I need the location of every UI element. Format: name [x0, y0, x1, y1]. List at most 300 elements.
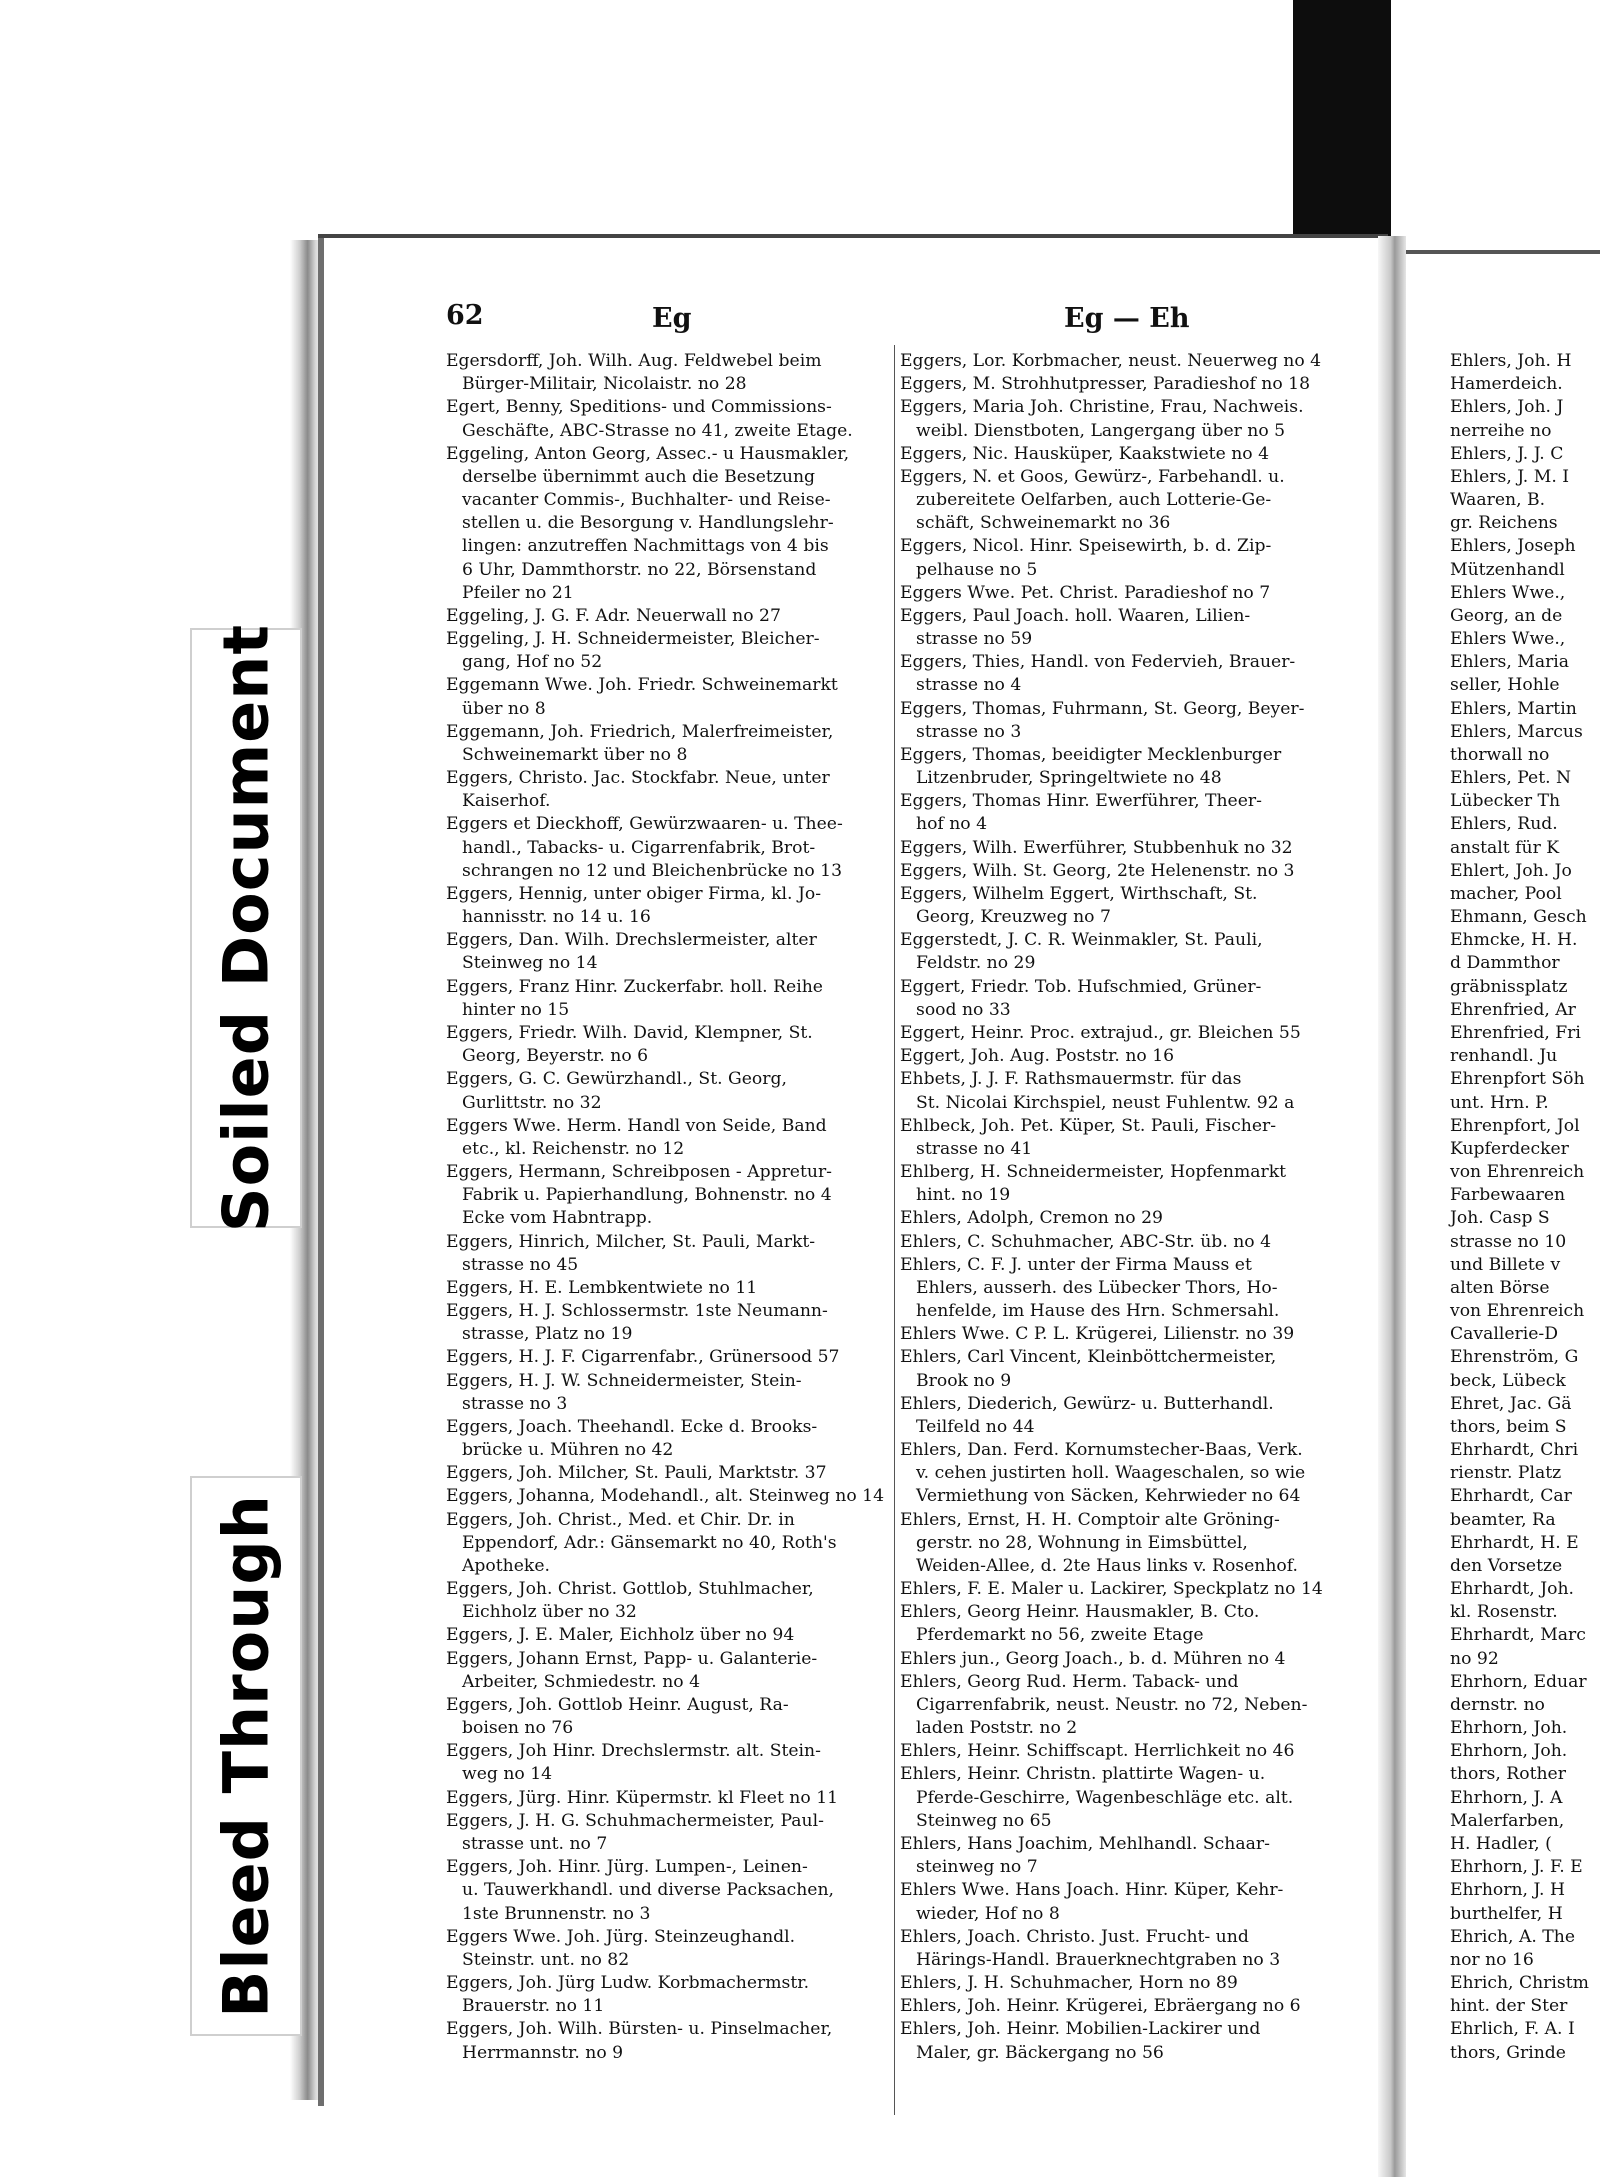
entry-line: gerstr. no 28, Wohnung in Eimsbüttel, — [916, 1532, 1248, 1553]
entry-line: stellen u. die Besorgung v. Handlungslehr- — [462, 513, 834, 534]
partial-entry-line: Ehmann, Gesch — [1450, 907, 1587, 928]
partial-entry-line: Ehrenpfort Söh — [1450, 1069, 1585, 1090]
entry-line: hinter no 15 — [462, 999, 570, 1020]
entry-line: Ehlers, Heinr. Schiffscapt. Herrlichkeit no 46 — [900, 1741, 1295, 1762]
partial-entry-line: Cavallerie-D — [1450, 1324, 1558, 1345]
entry-line: Ehlers, C. F. J. unter der Firma Mauss et — [900, 1254, 1252, 1275]
partial-entry-line: Ehlers Wwe., — [1450, 629, 1566, 650]
partial-entry-line: Georg, an de — [1450, 605, 1563, 626]
partial-entry-line: Hamerdeich. — [1450, 374, 1563, 395]
entry-line: Ehlers, ausserh. des Lübecker Thors, Ho- — [916, 1277, 1278, 1298]
partial-entry-line: den Vorsetze — [1450, 1555, 1563, 1576]
entry-line: strasse no 3 — [916, 721, 1022, 742]
directory-entry — [446, 1787, 892, 1810]
directory-entry — [900, 1578, 1338, 1601]
entry-line: Ehlers Wwe. C P. L. Krügerei, Lilienstr. no 39 — [900, 1324, 1295, 1345]
partial-entry-line: Ehrich, Christm — [1450, 1973, 1589, 1994]
entry-line: Vermiethung von Säcken, Kehrwieder no 64 — [916, 1486, 1301, 1507]
partial-entry-line: und Billete v — [1450, 1254, 1561, 1275]
entry-line: Eggers, Nic. Hausküper, Kaakstwiete no 4 — [900, 443, 1270, 464]
partial-entry-line: Farbewaaren — [1450, 1185, 1566, 1206]
directory-entry — [900, 1648, 1338, 1671]
directory-entry — [446, 605, 892, 628]
partial-entry-line: Ehrhorn, J. F. E — [1450, 1857, 1583, 1878]
partial-entry-line: gräbnissplatz — [1450, 976, 1568, 997]
directory-entry — [900, 1926, 1338, 1972]
partial-entry-line: Ehrhardt, Marc — [1450, 1625, 1586, 1646]
entry-line: Egert, Benny, Speditions- und Commissions- — [446, 397, 832, 418]
directory-entry — [446, 1740, 892, 1786]
entry-line: Schweinemarkt über no 8 — [462, 744, 688, 765]
entry-line: Ehlers, J. H. Schuhmacher, Horn no 89 — [900, 1973, 1238, 1994]
entry-line: Eggers, Joh. Christ. Gottlob, Stuhlmacher, — [446, 1579, 814, 1600]
entry-line: Eggers Wwe. Pet. Christ. Paradieshof no 7 — [900, 582, 1271, 603]
entry-line: St. Nicolai Kirchspiel, neust Fuhlentw. 92 a — [916, 1092, 1295, 1113]
directory-entry — [900, 535, 1338, 581]
entry-line: Ecke vom Habntrapp. — [462, 1208, 653, 1229]
entry-line: Arbeiter, Schmiedestr. no 4 — [462, 1671, 701, 1692]
partial-entry-line: Joh. Casp S — [1450, 1208, 1550, 1229]
directory-entry — [446, 396, 892, 442]
directory-entry — [446, 2018, 892, 2064]
entry-line: schrangen no 12 und Bleichenbrücke no 13 — [462, 860, 843, 881]
directory-entry — [900, 1254, 1338, 1324]
entry-line: Cigarrenfabrik, neust. Neustr. no 72, Neben- — [916, 1694, 1308, 1715]
entry-line: Eggemann, Joh. Friedrich, Malerfreimeister, — [446, 721, 834, 742]
directory-entry — [446, 1648, 892, 1694]
entry-line: Eggers, Thies, Handl. von Federvieh, Brauer- — [900, 652, 1296, 673]
book-gutter — [1378, 236, 1406, 2177]
directory-entry — [900, 1601, 1338, 1647]
entry-line: Ehlberg, H. Schneidermeister, Hopfenmarkt — [900, 1162, 1287, 1183]
partial-entry-line: Ehmcke, H. H. — [1450, 930, 1578, 951]
partial-entry-line: renhandl. Ju — [1450, 1046, 1558, 1067]
partial-entry-line: von Ehrenreich — [1450, 1301, 1585, 1322]
entry-line: Eggers, H. J. Schlossermstr. 1ste Neumann- — [446, 1301, 828, 1322]
partial-entry-line: Ehrhorn, Joh. — [1450, 1741, 1568, 1762]
page-top-edge — [318, 234, 1388, 238]
partial-entry-line: rienstr. Platz — [1450, 1463, 1562, 1484]
entry-line: Pferdemarkt no 56, zweite Etage — [916, 1625, 1204, 1646]
partial-entry-line: Ehlers, Maria — [1450, 652, 1570, 673]
entry-line: vacanter Commis-, Buchhalter- und Reise- — [462, 490, 831, 511]
directory-entry — [446, 721, 892, 767]
entry-line: zubereitete Oelfarben, auch Lotterie-Ge- — [916, 490, 1272, 511]
directory-entry — [900, 443, 1338, 466]
entry-line: Eggers, Thomas, Fuhrmann, St. Georg, Beyer- — [900, 698, 1305, 719]
directory-entry — [900, 1879, 1338, 1925]
directory-entry — [900, 350, 1338, 373]
partial-entry-line: Ehlert, Joh. Jo — [1450, 860, 1572, 881]
entry-line: Eggers et Dieckhoff, Gewürzwaaren- u. Thee- — [446, 814, 843, 835]
entry-line: Eggers, Hinrich, Milcher, St. Pauli, Markt- — [446, 1231, 816, 1252]
entry-line: 6 Uhr, Dammthorstr. no 22, Börsenstand — [462, 559, 817, 580]
entry-line: Eggers, N. et Goos, Gewürz-, Farbehandl. u. — [900, 466, 1285, 487]
partial-entry-line: hint. der Ster — [1450, 1996, 1568, 2017]
column-divider — [894, 345, 895, 2115]
directory-entry — [900, 1995, 1338, 2018]
directory-entry — [446, 443, 892, 605]
directory-entry — [900, 1439, 1338, 1509]
entry-line: Ehlbeck, Joh. Pet. Küper, St. Pauli, Fischer- — [900, 1115, 1277, 1136]
entry-line: Eggemann Wwe. Joh. Friedr. Schweinemarkt — [446, 675, 838, 696]
directory-entry — [900, 790, 1338, 836]
directory-entry — [446, 1972, 892, 2018]
entry-line: Ehbets, J. J. F. Rathsmauermstr. für das — [900, 1069, 1242, 1090]
entry-line: hint. no 19 — [916, 1185, 1011, 1206]
entry-line: Apotheke. — [462, 1555, 550, 1576]
entry-line: hannisstr. no 14 u. 16 — [462, 907, 651, 928]
partial-entry-line: Ehlers, Joh. H — [1450, 351, 1572, 371]
entry-line: Georg, Beyerstr. no 6 — [462, 1046, 649, 1067]
partial-entry-line: strasse no 10 — [1450, 1231, 1567, 1252]
scan-black-bar — [1293, 0, 1391, 238]
partial-entry-line: beamter, Ra — [1450, 1509, 1556, 1530]
entry-line: Eggers, Maria Joh. Christine, Frau, Nachweis. — [900, 397, 1304, 418]
entry-line: Eggers, Joh Hinr. Drechslermstr. alt. Stein- — [446, 1741, 821, 1762]
entry-line: Eggers, Friedr. Wilh. David, Klempner, St. — [446, 1022, 813, 1043]
entry-line: Eggers, Joh. Milcher, St. Pauli, Marktstr. 37 — [446, 1463, 827, 1484]
entry-line: Egersdorff, Joh. Wilh. Aug. Feldwebel beim — [446, 351, 822, 371]
partial-entry-line: Ehlers, Pet. N — [1450, 768, 1572, 789]
directory-entry — [900, 1323, 1338, 1346]
entry-line: Ehlers, Carl Vincent, Kleinböttchermeister, — [900, 1347, 1277, 1368]
partial-entry-line: Ehrhorn, J. H — [1450, 1880, 1565, 1901]
partial-entry-line: von Ehrenreich — [1450, 1162, 1585, 1183]
entry-line: Ehlers, Joh. Heinr. Krügerei, Ebräergang no 6 — [900, 1996, 1301, 2017]
directory-entry — [900, 1671, 1338, 1741]
entry-line: lingen: anzutreffen Nachmittags von 4 bis — [462, 536, 829, 557]
entry-line: Eggers, H. J. W. Schneidermeister, Stein- — [446, 1370, 802, 1391]
directory-entry — [900, 466, 1338, 536]
entry-line: schäft, Schweinemarkt no 36 — [916, 513, 1171, 534]
entry-line: weibl. Dienstboten, Langergang über no 5 — [916, 420, 1286, 441]
entry-line: Eggerstedt, J. C. R. Weinmakler, St. Pauli, — [900, 930, 1263, 951]
middle-column — [900, 350, 1338, 2065]
partial-entry-line: nor no 16 — [1450, 1949, 1534, 1970]
entry-line: Bürger-Militair, Nicolaistr. no 28 — [462, 374, 747, 395]
entry-line: brücke u. Mühren no 42 — [462, 1440, 674, 1461]
entry-line: sood no 33 — [916, 999, 1011, 1020]
partial-entry-line: d Dammthor — [1450, 953, 1560, 974]
partial-entry-line: Waaren, B. — [1450, 490, 1546, 511]
page-edge-line — [318, 236, 324, 2106]
entry-line: Eggers, M. Strohhutpresser, Paradieshof no 18 — [900, 374, 1311, 395]
partial-entry-line: Ehrhardt, Joh. — [1450, 1579, 1574, 1600]
partial-entry-line: Ehlers, Joseph — [1450, 536, 1576, 557]
entry-line: Eggers, Johanna, Modehandl., alt. Steinweg no 14 — [446, 1486, 885, 1507]
entry-line: Eppendorf, Adr.: Gänsemarkt no 40, Roth's — [462, 1532, 837, 1553]
entry-line: Eggers, Nicol. Hinr. Speisewirth, b. d. Zip- — [900, 536, 1272, 557]
directory-entry — [446, 1509, 892, 1579]
partial-entry-line: thors, Grinde — [1450, 2042, 1566, 2063]
entry-line: Eggers, Joh. Christ., Med. et Chir. Dr. in — [446, 1509, 795, 1530]
entry-line: Eggers, Lor. Korbmacher, neust. Neuerweg no 4 — [900, 351, 1322, 371]
partial-entry-line: nerreihe no — [1450, 420, 1552, 441]
entry-line: Eggers, Thomas Hinr. Ewerführer, Theer- — [900, 791, 1262, 812]
entry-line: etc., kl. Reichenstr. no 12 — [462, 1138, 685, 1159]
entry-line: Ehlers, Hans Joachim, Mehlhandl. Schaar- — [900, 1834, 1270, 1854]
directory-entry — [900, 1161, 1338, 1207]
entry-line: Ehlers, Diederich, Gewürz- u. Butterhandl. — [900, 1393, 1274, 1414]
directory-entry — [900, 837, 1338, 860]
directory-entry — [900, 1045, 1338, 1068]
partial-entry-line: dernstr. no — [1450, 1694, 1545, 1715]
directory-entry — [900, 1833, 1338, 1879]
entry-line: Eggers, Thomas, beeidigter Mecklenburger — [900, 744, 1282, 765]
entry-line: Kaiserhof. — [462, 791, 551, 812]
directory-entry — [446, 813, 892, 883]
entry-line: Eggeling, J. H. Schneidermeister, Bleicher- — [446, 629, 820, 650]
entry-line: henfelde, im Hause des Hrn. Schmersahl. — [916, 1301, 1280, 1322]
entry-line: u. Tauwerkhandl. und diverse Packsachen, — [462, 1880, 834, 1901]
partial-entry-line: Ehrhorn, J. A — [1450, 1787, 1563, 1808]
partial-entry-line: H. Hadler, ( — [1450, 1834, 1552, 1854]
directory-entry — [446, 1231, 892, 1277]
partial-entry-line: Ehrhardt, Car — [1450, 1486, 1572, 1507]
directory-entry — [900, 883, 1338, 929]
partial-entry-line: Lübecker Th — [1450, 791, 1561, 812]
directory-entry — [446, 1694, 892, 1740]
bleed-through-tab — [190, 1476, 302, 2036]
entry-line: Ehlers, Georg Heinr. Hausmakler, B. Cto. — [900, 1602, 1260, 1623]
next-page-top-edge — [1400, 250, 1600, 254]
entry-line: Litzenbruder, Springeltwiete no 48 — [916, 768, 1222, 789]
directory-entry — [900, 1115, 1338, 1161]
entry-line: Eggers, Wilh. St. Georg, 2te Helenenstr. no 3 — [900, 860, 1295, 881]
directory-entry — [900, 605, 1338, 651]
partial-entry-line: no 92 — [1450, 1648, 1499, 1669]
directory-entry — [900, 582, 1338, 605]
entry-line: Eggers, Joh. Wilh. Bürsten- u. Pinselmacher, — [446, 2019, 833, 2040]
entry-line: Eggers, Christo. Jac. Stockfabr. Neue, unter — [446, 768, 830, 789]
left-column — [446, 350, 892, 2065]
directory-entry — [446, 1485, 892, 1508]
entry-line: strasse no 3 — [462, 1393, 568, 1414]
entry-line: Eggers, Jürg. Hinr. Küpermstr. kl Fleet no 11 — [446, 1787, 839, 1808]
directory-entry — [446, 1115, 892, 1161]
entry-line: Ehlers, Adolph, Cremon no 29 — [900, 1208, 1163, 1229]
partial-entry-line: thors, beim S — [1450, 1416, 1567, 1437]
entry-line: Brauerstr. no 11 — [462, 1996, 605, 2017]
entry-line: Gurlittstr. no 32 — [462, 1092, 602, 1113]
directory-entry — [900, 2018, 1338, 2064]
entry-line: laden Poststr. no 2 — [916, 1718, 1078, 1739]
partial-entry-line: Ehlers, Martin — [1450, 698, 1577, 719]
directory-entry — [900, 396, 1338, 442]
entry-line: Eggert, Joh. Aug. Poststr. no 16 — [900, 1046, 1175, 1067]
partial-entry-line: anstalt für K — [1450, 837, 1560, 858]
entry-line: Steinweg no 14 — [462, 953, 598, 974]
directory-entry — [446, 1300, 892, 1346]
directory-entry — [446, 1161, 892, 1231]
right-column-partial — [1450, 350, 1600, 2065]
entry-line: Ehlers jun., Georg Joach., b. d. Mühren no 4 — [900, 1648, 1286, 1669]
entry-line: strasse no 4 — [916, 675, 1022, 696]
entry-line: Eggeling, Anton Georg, Assec.- u Hausmakler, — [446, 443, 850, 464]
directory-entry — [446, 1856, 892, 1926]
entry-line: Eggers, Dan. Wilh. Drechslermeister, alter — [446, 930, 817, 951]
directory-entry — [900, 1393, 1338, 1439]
entry-line: Eggers, J. H. G. Schuhmachermeister, Paul- — [446, 1810, 824, 1831]
entry-line: Eggers, Johann Ernst, Papp- u. Galanterie- — [446, 1648, 818, 1669]
entry-line: pelhause no 5 — [916, 559, 1038, 580]
entry-line: handl., Tabacks- u. Cigarrenfabrik, Brot- — [462, 837, 816, 858]
directory-entry — [446, 1926, 892, 1972]
partial-entry-line: macher, Pool — [1450, 883, 1562, 904]
partial-entry-line: Ehrenfried, Ar — [1450, 999, 1576, 1020]
directory-entry — [446, 674, 892, 720]
directory-entry — [900, 1740, 1338, 1763]
partial-entry-line: Malerfarben, — [1450, 1810, 1565, 1831]
partial-entry-line: beck, Lübeck — [1450, 1370, 1566, 1391]
partial-entry-line: thorwall no — [1450, 744, 1550, 765]
entry-line: Ehlers Wwe. Hans Joach. Hinr. Küper, Kehr- — [900, 1880, 1284, 1901]
entry-line: Eggers, Joh. Gottlob Heinr. August, Ra- — [446, 1694, 789, 1715]
partial-entry-line: unt. Hrn. P. — [1450, 1092, 1549, 1113]
entry-line: v. cehen justirten holl. Waageschalen, so wie — [916, 1463, 1306, 1484]
entry-line: über no 8 — [462, 698, 546, 719]
entry-line: Pfeiler no 21 — [462, 582, 574, 603]
entry-line: gang, Hof no 52 — [462, 652, 603, 673]
directory-entry — [900, 373, 1338, 396]
entry-line: Ehlers, Heinr. Christn. plattirte Wagen- u. — [900, 1764, 1266, 1785]
entry-line: Ehlers, C. Schuhmacher, ABC-Str. üb. no 4 — [900, 1231, 1272, 1252]
entry-line: 1ste Brunnenstr. no 3 — [462, 1903, 651, 1924]
entry-line: Weiden-Allee, d. 2te Haus links v. Rosenhof. — [916, 1555, 1298, 1576]
partial-entry-line: alten Börse — [1450, 1277, 1550, 1298]
directory-entry — [446, 628, 892, 674]
entry-line: Eggers, Joach. Theehandl. Ecke d. Brooks- — [446, 1416, 818, 1437]
partial-entry-line: Ehrhardt, H. E — [1450, 1532, 1579, 1553]
directory-entry — [900, 1763, 1338, 1833]
left-column-heading: Eg — [652, 303, 692, 334]
entry-line: Eggers, Hennig, unter obiger Firma, kl. Jo- — [446, 883, 822, 904]
entry-line: Fabrik u. Papierhandlung, Bohnenstr. no 4 — [462, 1185, 832, 1206]
partial-entry-line: Ehrenström, G — [1450, 1347, 1579, 1368]
partial-entry-line: Mützenhandl — [1450, 559, 1565, 580]
partial-entry-line: Ehrenfried, Fri — [1450, 1022, 1581, 1043]
entry-line: Steinweg no 65 — [916, 1810, 1052, 1831]
partial-entry-line: Ehlers Wwe., — [1450, 582, 1566, 603]
directory-entry — [900, 976, 1338, 1022]
directory-entry — [446, 1462, 892, 1485]
page-number: 62 — [446, 300, 484, 331]
directory-entry — [446, 883, 892, 929]
directory-entry — [900, 1068, 1338, 1114]
partial-entry-line: Ehrenpfort, Jol — [1450, 1115, 1580, 1136]
entry-line: Georg, Kreuzweg no 7 — [916, 907, 1111, 928]
entry-line: Eggers, Hermann, Schreibposen - Appretur- — [446, 1162, 832, 1183]
directory-entry — [446, 1068, 892, 1114]
directory-entry — [446, 1578, 892, 1624]
partial-entry-line: Ehrhorn, Joh. — [1450, 1718, 1568, 1739]
entry-line: Eggert, Friedr. Tob. Hufschmied, Grüner- — [900, 976, 1262, 997]
directory-entry — [900, 860, 1338, 883]
directory-entry — [900, 1972, 1338, 1995]
bleed-through-label: Bleed Through — [209, 1494, 283, 2018]
soiled-document-label: Soiled Document — [209, 623, 283, 1233]
entry-line: Eggers, Paul Joach. holl. Waaren, Lilien- — [900, 605, 1251, 626]
entry-line: strasse unt. no 7 — [462, 1834, 608, 1854]
directory-entry — [900, 1231, 1338, 1254]
partial-entry-line: Ehlers, Rud. — [1450, 814, 1558, 835]
directory-entry — [446, 1277, 892, 1300]
entry-line: Eggers, Franz Hinr. Zuckerfabr. holl. Reihe — [446, 976, 823, 997]
entry-line: Eggers, J. E. Maler, Eichholz über no 94 — [446, 1625, 795, 1646]
entry-line: derselbe übernimmt auch die Besetzung — [462, 466, 816, 487]
entry-line: hof no 4 — [916, 814, 988, 835]
entry-line: Härings-Handl. Brauerknechtgraben no 3 — [916, 1949, 1281, 1970]
entry-line: steinweg no 7 — [916, 1857, 1038, 1878]
partial-entry-line: Kupferdecker — [1450, 1138, 1569, 1159]
entry-line: strasse no 41 — [916, 1138, 1033, 1159]
partial-entry-line: Ehlers, J. M. I — [1450, 466, 1570, 487]
directory-entry — [900, 1346, 1338, 1392]
partial-entry-line: Ehrlich, F. A. I — [1450, 2019, 1575, 2040]
entry-line: Teilfeld no 44 — [916, 1416, 1035, 1437]
partial-entry-line: Ehrhorn, Eduar — [1450, 1671, 1587, 1692]
entry-line: Eggers, Joh. Hinr. Jürg. Lumpen-, Leinen- — [446, 1857, 808, 1878]
directory-entry — [900, 929, 1338, 975]
directory-entry — [446, 1624, 892, 1647]
entry-line: Eggers Wwe. Herm. Handl von Seide, Band — [446, 1115, 827, 1136]
entry-line: Brook no 9 — [916, 1370, 1012, 1391]
partial-entry-line: Ehret, Jac. Gä — [1450, 1393, 1572, 1414]
entry-line: Eggers Wwe. Joh. Jürg. Steinzeughandl. — [446, 1926, 796, 1947]
partial-entry-line: thors, Rother — [1450, 1764, 1566, 1785]
directory-entry — [446, 1810, 892, 1856]
directory-entry — [446, 1022, 892, 1068]
entry-line: strasse no 45 — [462, 1254, 579, 1275]
entry-line: Steinstr. unt. no 82 — [462, 1949, 630, 1970]
directory-entry — [900, 1022, 1338, 1045]
entry-line: Ehlers, Joh. Heinr. Mobilien-Lackirer und — [900, 2019, 1261, 2040]
entry-line: Maler, gr. Bäckergang no 56 — [916, 2042, 1164, 2063]
entry-line: strasse no 59 — [916, 629, 1033, 650]
entry-line: Eggert, Heinr. Proc. extrajud., gr. Bleichen 55 — [900, 1022, 1301, 1043]
directory-entry — [446, 1370, 892, 1416]
directory-entry — [900, 651, 1338, 697]
entry-line: Ehlers, Ernst, H. H. Comptoir alte Gröning- — [900, 1509, 1280, 1530]
entry-line: Eggers, Wilhelm Eggert, Wirthschaft, St. — [900, 883, 1258, 904]
directory-entry — [446, 1346, 892, 1369]
directory-entry — [446, 1416, 892, 1462]
entry-line: strasse, Platz no 19 — [462, 1324, 633, 1345]
entry-line: wieder, Hof no 8 — [916, 1903, 1060, 1924]
entry-line: Geschäfte, ABC-Strasse no 41, zweite Etage. — [462, 420, 853, 441]
entry-line: Eggers, H. J. F. Cigarrenfabr., Grünersood 57 — [446, 1347, 840, 1368]
entry-line: boisen no 76 — [462, 1718, 574, 1739]
entry-line: Ehlers, Georg Rud. Herm. Taback- und — [900, 1671, 1239, 1692]
partial-entry-line: Ehrich, A. The — [1450, 1926, 1575, 1947]
directory-entry — [446, 767, 892, 813]
partial-entry-line: Ehlers, Marcus — [1450, 721, 1583, 742]
directory-entry — [446, 976, 892, 1022]
partial-entry-line: gr. Reichens — [1450, 513, 1558, 534]
partial-entry-line: Ehrhardt, Chri — [1450, 1440, 1579, 1461]
entry-line: Ehlers, F. E. Maler u. Lackirer, Speckplatz no 14 — [900, 1579, 1323, 1600]
entry-line: Eichholz über no 32 — [462, 1602, 637, 1623]
entry-line: Eggeling, J. G. F. Adr. Neuerwall no 27 — [446, 605, 781, 626]
directory-entry — [900, 744, 1338, 790]
entry-line: Eggers, Joh. Jürg Ludw. Korbmachermstr. — [446, 1973, 810, 1994]
partial-entry-line: burthelfer, H — [1450, 1903, 1563, 1924]
entry-line: Ehlers, Joach. Christo. Just. Frucht- und — [900, 1926, 1249, 1947]
entry-line: Ehlers, Dan. Ferd. Kornumstecher-Baas, Verk. — [900, 1440, 1303, 1461]
right-column-heading: Eg — Eh — [1064, 303, 1190, 334]
entry-line: Eggers, Wilh. Ewerführer, Stubbenhuk no 32 — [900, 837, 1293, 858]
